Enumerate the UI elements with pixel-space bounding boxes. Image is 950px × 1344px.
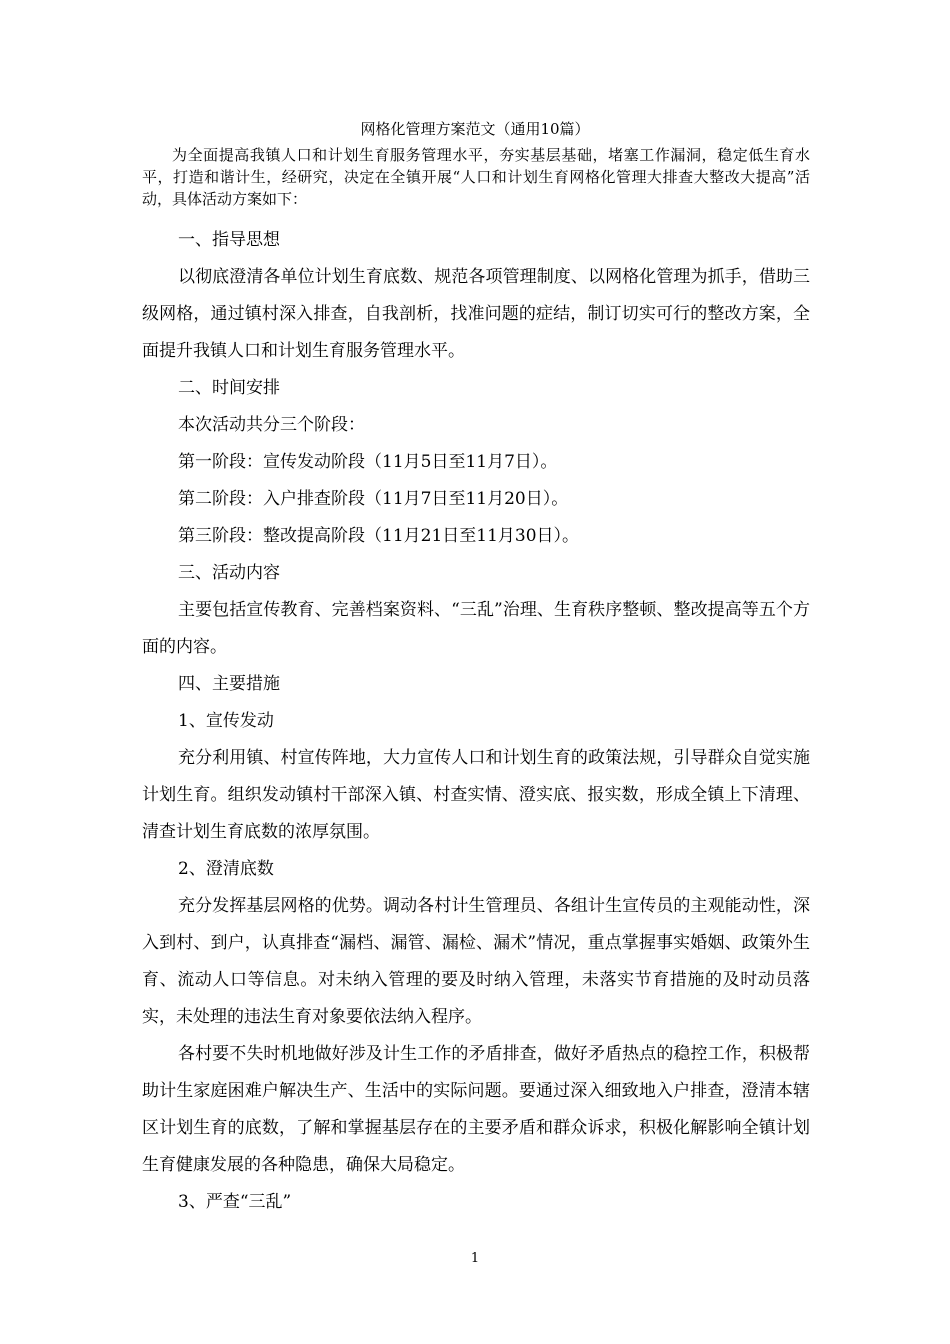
body-paragraph: 各村要不失时机地做好涉及计生工作的矛盾排查，做好矛盾热点的稳控工作，积极帮助计生家庭困难户解决生产、生活中的实际问题。要通过深入细致地入户排查，澄清本辖区计划生育的底数，了解和掌握基层存在的主要矛盾和群众诉求，积极化解影响全镇计划生育健康发展的各种隐患，确保大局稳定。 xyxy=(142,1044,810,1175)
body-paragraph: 本次活动共分三个阶段： xyxy=(178,415,365,435)
body-paragraph: 充分发挥基层网格的优势。调动各村计生管理员、各组计生宣传员的主观能动性，深入到村、到户，认真排查“漏档、漏管、漏检、漏术”情况，重点掌握事实婚姻、政策外生育、流动人口等信息。对未纳入管理的要及时纳入管理，未落实节育措施的及时动员落实，未处理的违法生育对象要依法纳入程序。 xyxy=(142,896,810,1027)
document-title: 网格化管理方案范文（通用10篇） xyxy=(360,120,590,138)
section-heading: 四、主要措施 xyxy=(178,674,280,694)
body-paragraph: 充分利用镇、村宣传阵地，大力宣传人口和计划生育的政策法规，引导群众自觉实施计划生育。组织发动镇村干部深入镇、村查实情、澄实底、报实数，形成全镇上下清理、清查计划生育底数的浓厚氛围。 xyxy=(142,748,810,842)
section-heading: 二、时间安排 xyxy=(178,378,280,398)
body-paragraph: 第二阶段：入户排查阶段（11月7日至11月20日）。 xyxy=(178,489,569,509)
page-number: 1 xyxy=(470,1251,480,1266)
section-heading: 三、活动内容 xyxy=(178,563,280,583)
subsection-heading: 1、宣传发动 xyxy=(178,711,274,731)
body-paragraph: 主要包括宣传教育、完善档案资料、“三乱”治理、生育秩序整顿、整改提高等五个方面的内容。 xyxy=(142,600,810,657)
document-body xyxy=(142,222,810,1221)
section-heading: 一、指导思想 xyxy=(178,230,280,250)
body-paragraph: 以彻底澄清各单位计划生育底数、规范各项管理制度、以网格化管理为抓手，借助三级网格，通过镇村深入排查，自我剖析，找准问题的症结，制订切实可行的整改方案，全面提升我镇人口和计划生育服务管理水平。 xyxy=(142,267,810,361)
body-paragraph: 第三阶段：整改提高阶段（11月21日至11月30日）。 xyxy=(178,526,580,546)
subsection-heading: 3、严查“三乱” xyxy=(178,1192,292,1212)
subsection-heading: 2、澄清底数 xyxy=(178,859,274,879)
intro-paragraph: 为全面提高我镇人口和计划生育服务管理水平，夯实基层基础，堵塞工作漏洞，稳定低生育水平，打造和谐计生，经研究，决定在全镇开展“人口和计划生育网格化管理大排查大整改大提高”活动，具体活动方案如下： xyxy=(142,146,810,208)
body-paragraph: 第一阶段：宣传发动阶段（11月5日至11月7日）。 xyxy=(178,452,558,472)
